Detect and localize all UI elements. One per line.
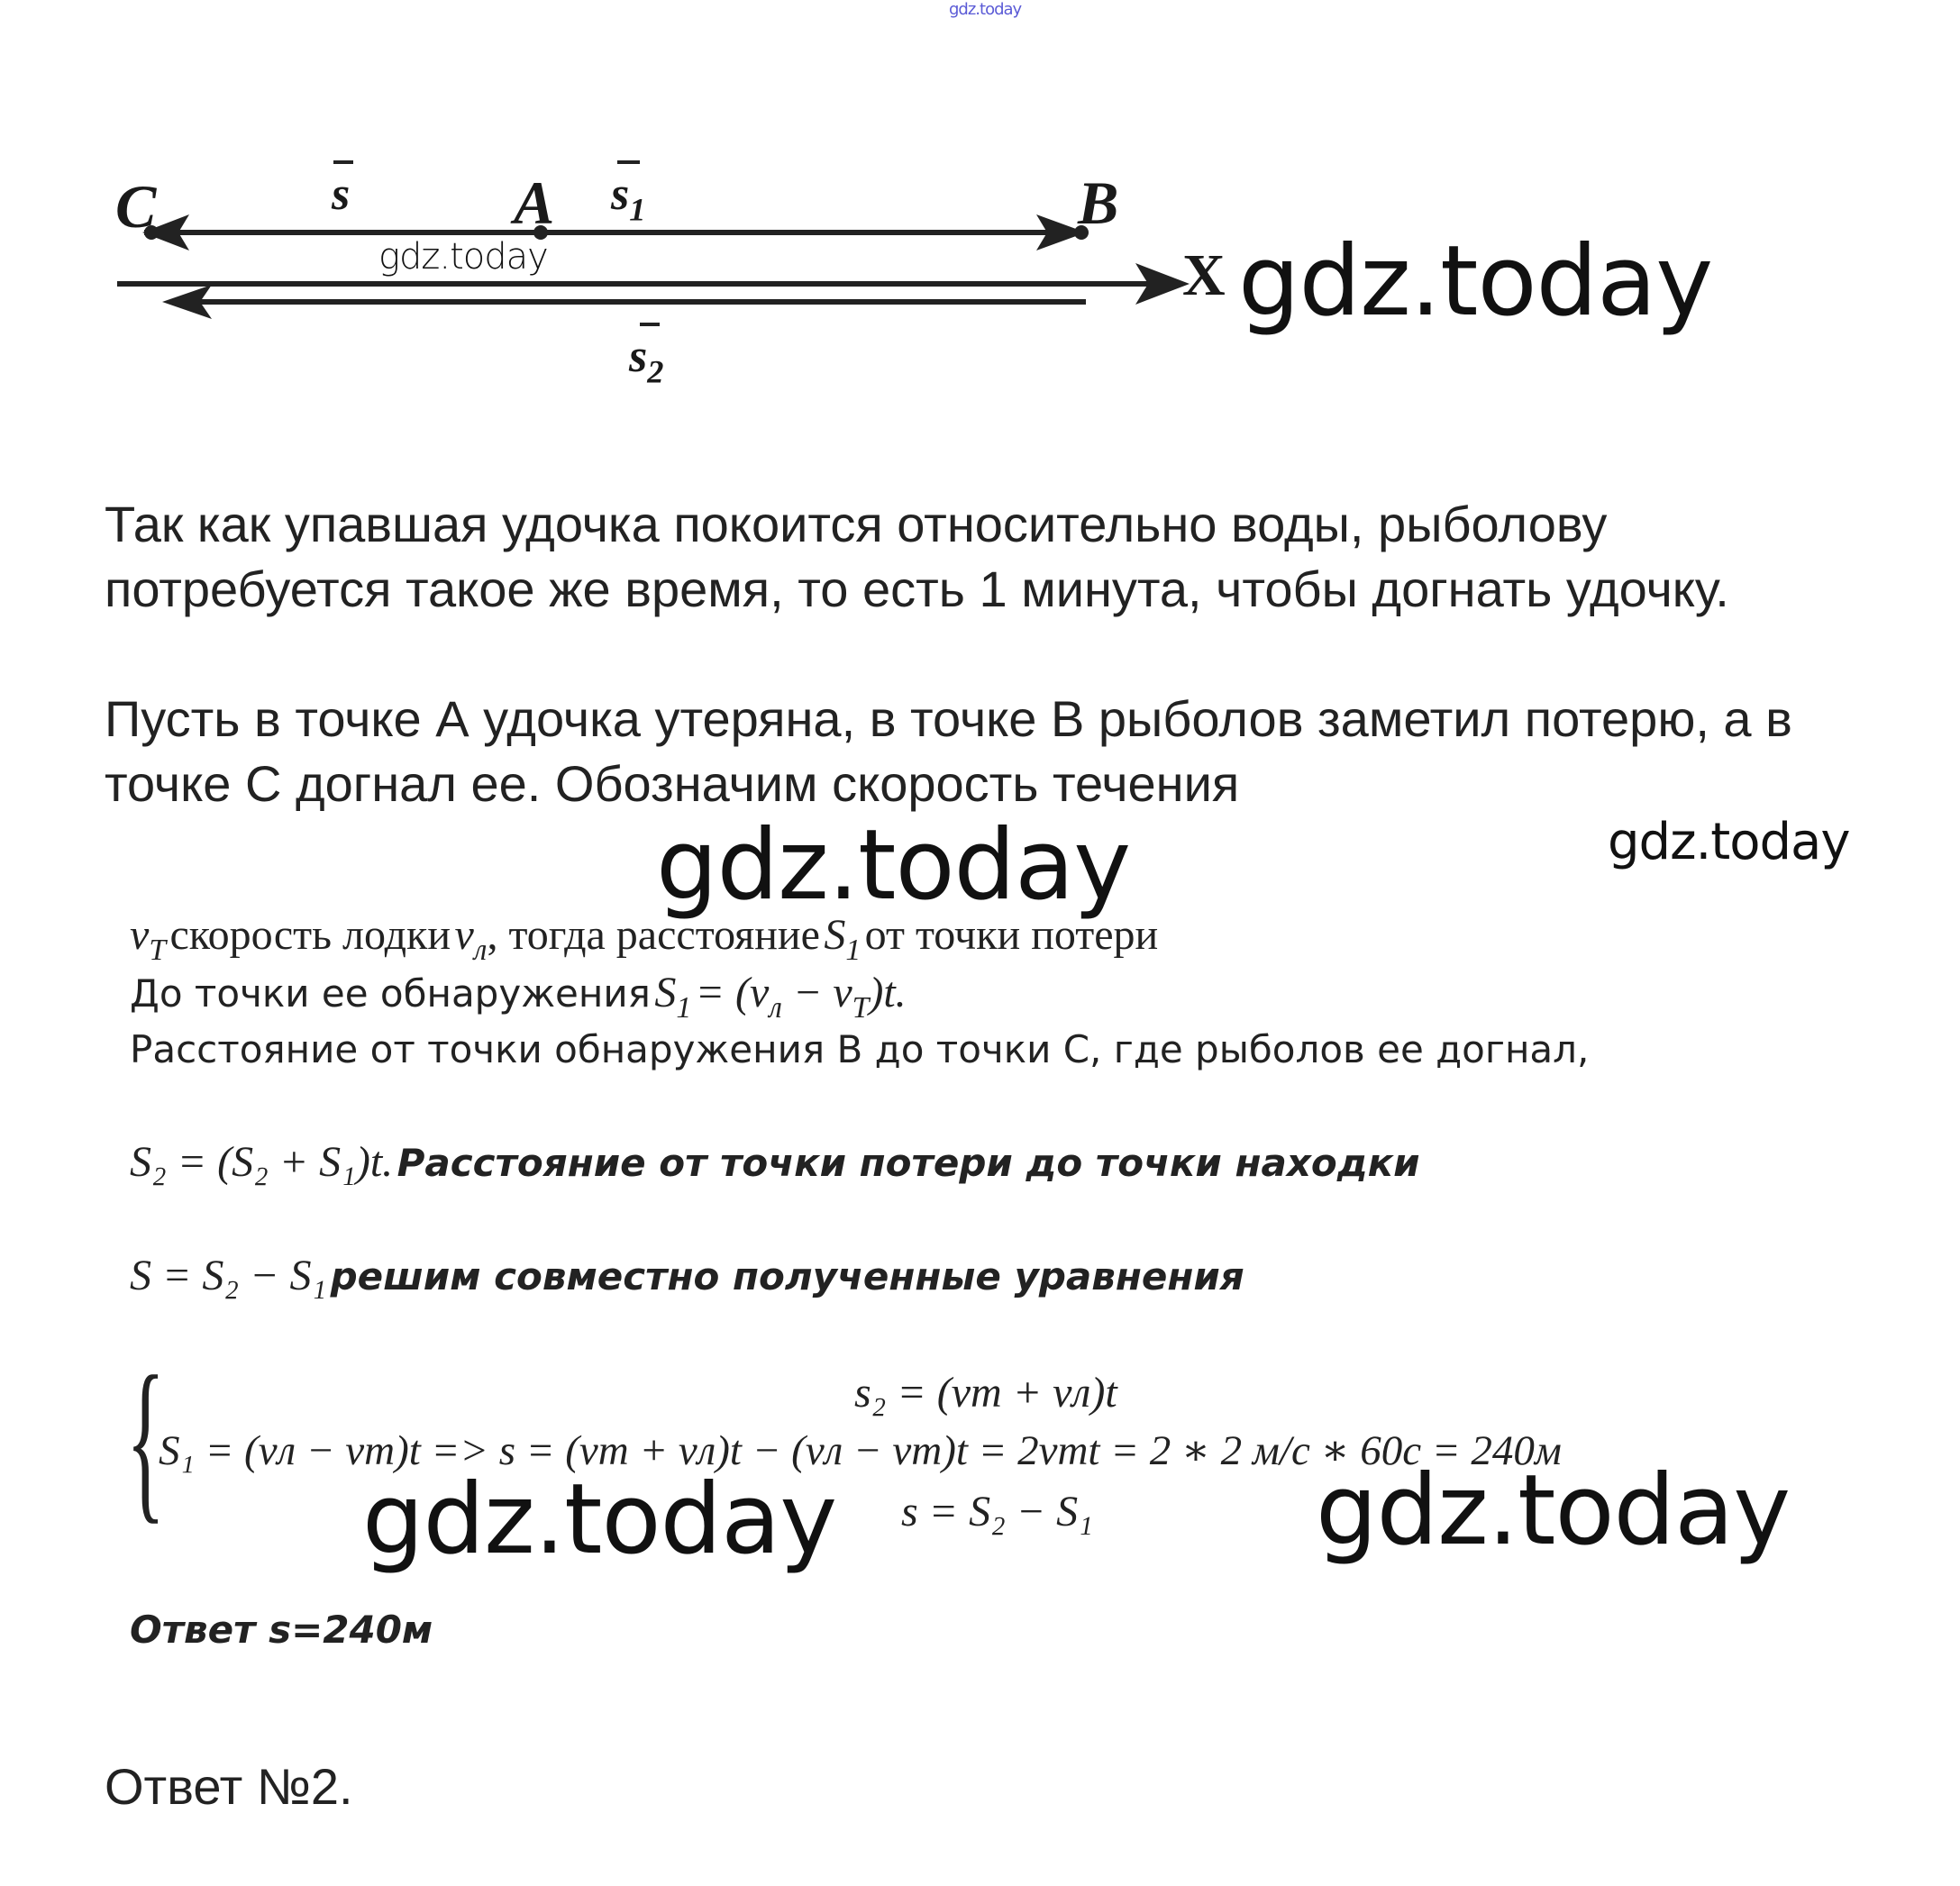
solution-answer: Ответ s=240м xyxy=(130,1608,433,1652)
answer-label: Ответ №2. xyxy=(105,1758,353,1815)
s1-symbol: $S_1$ xyxy=(824,911,861,967)
bottom-left-watermark: gdz.today xyxy=(362,1463,837,1576)
line2-sub-t: T xyxy=(852,990,870,1025)
system-brace: { xyxy=(126,1340,166,1539)
line2-mid: − v xyxy=(781,969,852,1016)
line2-end: )t. xyxy=(869,969,907,1016)
paragraph-1: Так как упавшая удочка покоится относительно воды, рыболову потребуется такое же время, то есть 1 минута, чтобы догнать удочку. xyxy=(105,496,1729,617)
line1-text-a: скорость лодки xyxy=(169,911,451,959)
v-t-symbol: $v_T$ xyxy=(130,911,166,967)
line2-sub-l: л xyxy=(769,990,782,1025)
label-b: B xyxy=(1078,169,1119,237)
line4-text: Расстояние от точки потери до точки находки xyxy=(397,1141,1420,1185)
label-x: X xyxy=(1182,242,1226,308)
line1-text-b: , тогда расстояние xyxy=(487,911,820,959)
mid-right-watermark: gdz.today xyxy=(1608,813,1850,871)
bottom-right-watermark: gdz.today xyxy=(1316,1454,1791,1567)
label-a: A xyxy=(514,169,555,237)
line2-s1: $S_1$ xyxy=(654,969,692,1025)
solution-line-4 xyxy=(130,1137,1420,1187)
system-row-1: s₂ = (vт + vл)t xyxy=(854,1369,1117,1417)
label-s1-sub: 1 xyxy=(629,191,646,228)
label-s2-sub: 2 xyxy=(647,353,664,390)
line4-eq: S₂ = (S₂ + S₁)t. xyxy=(130,1138,394,1186)
label-s: s xyxy=(332,169,351,220)
label-c: C xyxy=(115,172,157,241)
solution-line-1 xyxy=(130,910,1158,968)
label-s1-base: s xyxy=(611,169,630,220)
diagram-small-watermark: gdz.today xyxy=(378,236,548,278)
motion-diagram xyxy=(108,108,1226,405)
label-s1 xyxy=(611,168,645,229)
system-row-2: S₁ = (vл − vт)t => s = (vт + vл)t − (vл − vт)t = 2vтt = 2 ∗ 2 м/с ∗ 60с = 240м xyxy=(159,1427,1562,1474)
v-l-symbol: $v_л$ xyxy=(454,911,488,967)
label-s2-base: s xyxy=(629,331,648,382)
line5-eq: S = S₂ − S₁ xyxy=(130,1252,327,1299)
solution-line-2 xyxy=(130,968,907,1025)
label-s2 xyxy=(629,330,663,391)
top-watermark: gdz.today xyxy=(949,0,1022,19)
line2-text: До точки ее обнаружения xyxy=(130,971,651,1016)
solution-line-5 xyxy=(130,1251,1244,1300)
line2-eq: = (v xyxy=(695,969,770,1016)
diagram-large-watermark: gdz.today xyxy=(1238,225,1713,338)
line1-text-c: от точки потери xyxy=(864,911,1159,959)
paragraph-2: Пусть в точке А удочка утеряна, в точке В рыболов заметил потерю, а в точке С догнал ее. Обозначим скорость течения xyxy=(105,690,1792,812)
solution-line-3: Расстояние от точки обнаружения В до точки С, где рыболов ее догнал, xyxy=(130,1027,1590,1071)
mid-center-watermark: gdz.today xyxy=(656,809,1131,922)
system-row-3: s = S₂ − S₁ xyxy=(901,1488,1093,1535)
line5-text: решим совместно полученные уравнения xyxy=(330,1254,1244,1298)
